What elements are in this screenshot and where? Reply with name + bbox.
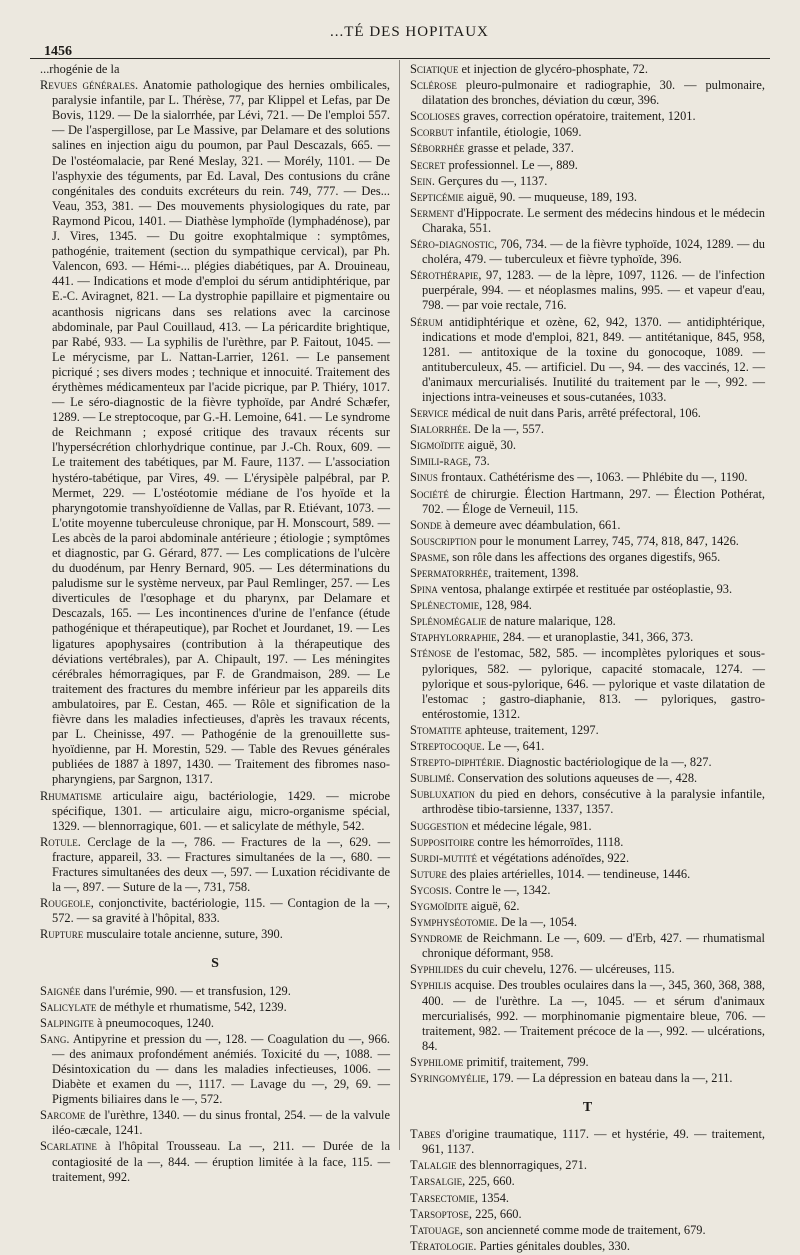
index-entry [410, 1223, 765, 1238]
entry-text: de Reichmann. Le —, 609. — d'Erb, 427. — rhumatismal chronique déformant, 958. [422, 931, 765, 961]
entry-text: professionnel. Le —, 889. [445, 157, 578, 172]
index-entry [40, 1000, 390, 1015]
entry-text: antidiphtérique et ozène, 62, 942, 1370. — antidiphtérique, indications et mode d'emploi, 821, 849. — antitétanique, 845, 958, 1281. — antitoxique de la toxine du gonocoque, 1089. — antituberculeux, 45. — artificiel. Du —, 94. — des vaccinés, 12. — d'animaux mercurialisés. Inutilité du traitement par le —, 992. — injections intra-veineuses et sous-cutanées, 1033. [422, 314, 765, 404]
index-entry [410, 614, 765, 629]
index-entry [410, 62, 765, 77]
index-entry [40, 835, 390, 895]
index-entry [410, 819, 765, 834]
entry-heading: Scarlatine [40, 1139, 97, 1154]
entry-heading: Séborrhée [410, 141, 465, 156]
index-entry [40, 1139, 390, 1184]
entry-heading: Sclérose [410, 78, 457, 93]
entry-text: du pied en dehors, consécutive à la paralysie infantile, arthrodèse tibio-tarsienne, 1337, 1357. [422, 787, 765, 817]
entry-text: des blennorragiques, 271. [456, 1158, 587, 1173]
entry-heading: Sérothérapie, [410, 268, 482, 283]
entry-text: pleuro-pulmonaire et radiographie, 30. — pulmonaire, dilatation des bronches, déviation du cœur, 396. [422, 78, 765, 108]
index-entry [410, 646, 765, 721]
index-entry [410, 1191, 765, 1206]
entry-text: du cuir chevelu, 1276. — ulcéreuses, 115. [463, 962, 675, 977]
index-entry [410, 867, 765, 882]
index-entry [410, 534, 765, 549]
entry-heading: Séro-diagnostic, [410, 237, 498, 252]
entry-text: 179. — La dépression en bateau dans la —, 211. [488, 1071, 733, 1085]
entry-heading: Sycosis. [410, 882, 452, 897]
index-entry [410, 835, 765, 850]
index-entry [410, 406, 765, 421]
entry-heading: Scorbut [410, 125, 454, 140]
index-entry [410, 771, 765, 786]
entry-heading: Salpingite [40, 1015, 94, 1030]
entry-heading: Surdi-mutité [410, 850, 478, 865]
index-entry [40, 62, 390, 77]
index-entry [410, 899, 765, 914]
index-entry [40, 984, 390, 999]
index-entry [410, 851, 765, 866]
entry-heading: Rotule. [40, 834, 81, 849]
entry-text: Conservation des solutions aqueuses de —, 428. [454, 771, 698, 786]
index-entry [410, 268, 765, 313]
index-entry [410, 1127, 765, 1157]
entry-text: aiguë, 30. [464, 438, 517, 453]
entry-heading: Spermatorrhée, [410, 566, 492, 580]
entry-text: aphteuse, traitement, 1297. [461, 722, 599, 737]
entry-heading: Tarsalgie, [410, 1174, 466, 1189]
entry-text: traitement, 1398. [491, 566, 579, 580]
entry-text: de l'urèthre, 1340. — du sinus frontal, 254. — de la valvule iléo-cæcale, 1241. [52, 1108, 390, 1138]
index-entry [40, 1032, 390, 1107]
entry-text: 225, 660. [472, 1206, 522, 1221]
running-title: ...TÉ DES HOPITAUX [330, 24, 489, 40]
entry-text: Anatomie pathologique des hernies ombilicales, paralysie infantile, par L. Thérèse, 77, par Klippel et Lefas, par De Bovis, 1129. — De la sialorrhée, par Lévi, 721. — De l'emploi 557. — De l'aspergillose, par Le Massive, par Delamare et des solutions salines en injection aigu du poumon, par Paul Descazals, 665. — De l'ostéomalacie, par René Meslay, 321. — Morély, 1101. — De l'asphyxie des téguments, par Ed. Laval, Des contusions du crâne congénitales des conduits excréteurs du rein. 749, 777. — Des... Veau, 353, 381. — Des mouvements physiologiques du rate, par Raymond Picou, 1401. — Diathèse lymphoïde (lymphadénose), par J. Vires, 1345. — Du goitre exophtalmique : symptômes, pathogénie, traitement (section du sympathique cervical), par Ph. Valencon, 693. — Hémi-... plégies diabétiques, par A. Drouineau, 441. — Indications et mode d'emploi du sérum antidiphtérique, par E.-C. Aviragnet, 821. — La dystrophie papillaire et pigmentaire ou acanthosis nigricans dans ses relations avec la carcinose abdominale, par Paul Couillaud, 413. — La péricardite brightique, par Rabé, 933. — La syphilis de l'urèthre, par P. Faitout, 1045. — Le mérycisme, par L. Nattan-Larrier, 1261. — Le pansement picriqué ; ses divers modes ; technique et innocuité. Traitement des érythèmes médicamenteux par l'acide picrique, par P. Thiéry, 1017. — Le séro-diagnostic de la fièvre typhoïde, par André Schæfer, 1289. — Le streptocoque, par G.-H. Lemoine, 641. — Le syndrome de Reichmann ; exposé critique des travaux récents sur l'hypersécrétion chlorhydrique continue, par J.-Ch. Roux, 609. — Le traitement des tabétiques, par M. Faure, 1137. — L'association hystéro-tabétique, par Vires, 49. — L'érysipèle palpébral, par P. Mermet, 229. — L'ostéotomie médiane de l'os hyoïde et la pharyngotomie transhyoïdienne de Vallas, par R. Etiévant, 1073. — L'otite moyenne tuberculeuse chronique, par H. Monscourt, 589. — Les abcès de la paroi abdominale antérieure ; étiologie ; symptômes et diagnostic, par G. Gérard, 877. — Les complications de l'ulcère du duodénum, par Henry Bernard, 905. — Les déterminations du paludisme sur le système nerveux, par Paul Remlinger, 257. — Les diverticules de l'œsophage et du pharynx, par Delamare et Descazals, 165. — Les incontinences d'urine de l'enfance (étude pathogénique et thérapeutique), par Rochet et Jourdanet, 19. — Les ligatures apophysaires (contribution à la thérapeutique des déviations vertébrales), par A. Chipault, 197. — Les méningites cérébrales hémorragiques, par F. de Grandmaison, 289. — Le traitement des fractures du membre inférieur par les appareils dits ambulatoires, par E. Cestan, 465. — Rôle et signification de la fièvre dans les maladies infectieuses, d'après les travaux récents, par L. Cheinisse, 497. — Pathogénie de la grenouillette sus-hyoïdienne, par H. Morestin, 529. — Table des Revues générales publiées de 1887 à 1897, 1430. — Traitement des fibromes naso-pharyngiens, par Sargnon, 1317. [52, 78, 390, 787]
entry-heading: Société [410, 486, 449, 501]
entry-text: pour le monument Larrey, 745, 774, 818, 847, 1426. [476, 533, 739, 548]
entry-heading: Streptocoque. [410, 739, 485, 754]
page-number: 1456 [44, 44, 72, 59]
index-entry [410, 1055, 765, 1070]
entry-heading: Tabes [410, 1127, 441, 1142]
entry-heading: Sciatique [410, 62, 459, 76]
entry-text: d'origine traumatique, 1117. — et hystérie, 49. — traitement, 961, 1137. [422, 1127, 765, 1157]
entry-text: à l'hôpital Trousseau. La —, 211. — Durée de la contagiosité de la —, 844. — éruption limitée à la face, 115. — traitement, 992. [52, 1139, 390, 1184]
entry-heading: Simili-rage, [410, 454, 472, 469]
entry-heading: Staphylorraphie, [410, 630, 500, 645]
index-entry [410, 1239, 765, 1254]
entry-text: son rôle dans les affections des organes digestifs, 965. [449, 549, 721, 564]
entry-text: ventosa, phalange extirpée et restituée par ostéoplastie, 93. [437, 582, 733, 597]
entry-text: Diagnostic bactériologique de la —, 827. [504, 755, 712, 770]
entry-heading: Sarcome [40, 1108, 86, 1123]
entry-heading: Tarsoptose, [410, 1206, 473, 1221]
entry-text: à demeure avec déambulation, 661. [441, 517, 621, 532]
index-entry [410, 438, 765, 453]
entry-text: Contre le —, 1342. [452, 882, 551, 897]
index-entry [410, 962, 765, 977]
index-entry [410, 454, 765, 469]
entry-heading: Rupture [40, 927, 84, 942]
entry-heading: Sérum [410, 314, 443, 329]
index-entry [40, 927, 390, 942]
entry-text: dans l'urémie, 990. — et transfusion, 129. [80, 983, 291, 998]
entry-heading: Suture [410, 866, 447, 881]
entry-text: primitif, traitement, 799. [463, 1054, 589, 1069]
entry-text: musculaire totale ancienne, suture, 390. [83, 927, 283, 942]
entry-text: contre les hémorroïdes, 1118. [474, 834, 624, 849]
entry-text: graves, correction opératoire, traitement, 1201. [459, 109, 696, 124]
entry-heading: Talalgie [410, 1158, 457, 1173]
entry-heading: Syphilis [410, 978, 452, 993]
entry-text: ...rhogénie de la [40, 62, 120, 76]
entry-text: Gerçures du —, 1137. [434, 173, 548, 188]
index-entry [410, 1207, 765, 1222]
entry-text: de nature malarique, 128. [486, 614, 616, 629]
index-entry [410, 518, 765, 533]
entry-heading: Sang. [40, 1031, 70, 1046]
index-entry [410, 422, 765, 437]
entry-heading: Souscription [410, 533, 477, 548]
entry-heading: Splénomégalie [410, 614, 487, 629]
entry-text: 97, 1283. — de la lèpre, 1097, 1126. — de l'infection puerpérale, 994. — et néoplasmes malins, 995. — et vapeur d'eau, 798. — par voie rectale, 716. [422, 268, 765, 313]
index-entry [410, 883, 765, 898]
index-entry [410, 190, 765, 205]
entry-text: Le —, 641. [484, 739, 545, 754]
entry-heading: Sigmoïdite [410, 438, 465, 453]
entry-heading: Sialorrhée. [410, 422, 471, 437]
entry-heading: Splénectomie, [410, 598, 483, 613]
entry-text: infantile, étiologie, 1069. [453, 125, 582, 140]
entry-heading: Suggestion [410, 818, 469, 833]
entry-text: de l'estomac, 582, 585. — incomplètes pyloriques et sous-pyloriques, 582. — pylorique, capacité stomacale, 1274. — pylorique et sous-pylorique, 646. — pylorique et vaste dilatation de l'estomac ; gastro-diaphanie, 813. — pyloriques, gastro-entérostomie, 1312. [422, 646, 765, 721]
entry-heading: Rougeole, [40, 896, 94, 911]
index-entry [40, 78, 390, 787]
entry-text: et injection de glycéro-phosphate, 72. [458, 62, 648, 76]
entry-text: de chirurgie. Élection Hartmann, 297. — Élection Pothérat, 702. — Éloge de Verneuil, 115. [422, 486, 765, 516]
index-entry [410, 174, 765, 189]
index-entry [410, 739, 765, 754]
index-entry [410, 109, 765, 124]
section-letter: S [211, 956, 219, 972]
entry-heading: Scolioses [410, 109, 460, 124]
entry-heading: Septicémie [410, 189, 464, 204]
index-entry [410, 315, 765, 406]
index-entry [410, 206, 765, 236]
index-entry [410, 125, 765, 140]
entry-text: médical de nuit dans Paris, arrêté préfectoral, 106. [448, 406, 701, 421]
entry-heading: Sein. [410, 173, 435, 188]
entry-text: grasse et pelade, 337. [464, 141, 574, 156]
index-entry [410, 1158, 765, 1173]
entry-text: articulaire aigu, bactériologie, 1429. — microbe spécifique, 1301. — articulaire aigu, micro-organisme spécial, 1329. — blennorragique, 601. — et salicylate de méthyle, 542. [52, 788, 390, 833]
entry-heading: Syringomyélie, [410, 1071, 489, 1085]
entry-text: 128, 984. [482, 598, 532, 613]
entry-heading: Spina [410, 582, 438, 597]
entry-text: De la —, 557. [470, 422, 544, 437]
index-entry [410, 487, 765, 517]
index-entry [410, 787, 765, 817]
index-entry [40, 1108, 390, 1138]
entry-heading: Symphyséotomie. [410, 915, 498, 930]
entry-heading: Service [410, 406, 449, 421]
entry-text: 1354. [478, 1190, 509, 1205]
entry-text: Parties génitales doubles, 330. [476, 1238, 630, 1253]
entry-heading: Salicylate [40, 999, 97, 1014]
index-entry [410, 470, 765, 485]
index-entry [410, 237, 765, 267]
entry-text: d'Hippocrate. Le serment des médecins hindous et le médecin Charaka, 551. [422, 205, 765, 235]
index-entry [40, 789, 390, 834]
entry-heading: Rhumatisme [40, 788, 102, 803]
index-entry [410, 723, 765, 738]
entry-heading: Sygmoïdite [410, 898, 468, 913]
entry-heading: Spasme, [410, 549, 450, 564]
entry-text: 73. [471, 454, 490, 469]
index-entry [410, 915, 765, 930]
right-column [410, 62, 765, 1255]
entry-text: Cerclage de la —, 786. — Fractures de la —, 629. — fracture, appareil, 33. — Fractures simultanées de la —, 680. — Fractures simultanées des deux —, 597. — Luxation récidivante de la —, 897. — Suture de la —, 731, 758. [52, 834, 390, 895]
entry-text: 706, 734. — de la fièvre typhoïde, 1024, 1289. — du choléra, 479. — tuberculeux et fièvre typhoïde, 396. [422, 237, 765, 267]
entry-heading: Subluxation [410, 787, 475, 802]
index-entry [410, 141, 765, 156]
entry-text: Antipyrine et pression du —, 128. — Coagulation du —, 966. — des animaux profondément anémiés. Toxicité du —, 1088. — Désintoxication du — dans les maladies infectieuses, 1006. — Diabète et examen du —, 1117. — Lavage du —, 29, 69. — Pigments biliaires dans le —, 572. [52, 1031, 390, 1107]
entry-text: aiguë, 62. [467, 898, 520, 913]
entry-heading: Tarsectomie, [410, 1190, 479, 1205]
index-entry [410, 1071, 765, 1086]
index-entry [410, 978, 765, 1053]
entry-heading: Sténose [410, 646, 452, 661]
entry-heading: Syphilome [410, 1054, 464, 1069]
entry-text: frontaux. Cathétérisme des —, 1063. — Phlébite du —, 1190. [437, 470, 748, 485]
entry-text: de méthyle et rhumatisme, 542, 1239. [96, 999, 287, 1014]
entry-text: De la —, 1054. [497, 915, 577, 930]
entry-heading: Tératologie. [410, 1238, 477, 1253]
entry-heading: Strepto-diphtérie. [410, 755, 505, 770]
entry-text: des plaies artérielles, 1014. — tendineuse, 1446. [446, 866, 691, 881]
entry-heading: Secret [410, 157, 446, 172]
column-divider [399, 60, 400, 1150]
index-entry [410, 582, 765, 597]
entry-heading: Saignée [40, 983, 81, 998]
entry-heading: Tatouage, [410, 1222, 463, 1237]
entry-text: et végétations adénoïdes, 922. [477, 850, 630, 865]
entry-heading: Sinus [410, 470, 438, 485]
entry-heading: Revues générales. [40, 78, 139, 93]
entry-text: et médecine légale, 981. [468, 818, 592, 833]
index-entry [410, 755, 765, 770]
index-entry [410, 566, 765, 581]
entry-heading: Sonde [410, 517, 442, 532]
entry-heading: Serment [410, 205, 454, 220]
entry-heading: Sublimé. [410, 771, 455, 786]
entry-text: aiguë, 90. — muqueuse, 189, 193. [463, 189, 637, 204]
page-header [30, 14, 770, 59]
entry-heading: Stomatite [410, 722, 462, 737]
index-entry [410, 598, 765, 613]
section-letter: T [582, 1100, 593, 1116]
index-entry [410, 158, 765, 173]
entry-text: acquise. Des troubles oculaires dans la —, 345, 360, 368, 388, 400. — de l'urèthre. La —, 1045. — et sérum d'animaux mercurialisés, 992. — morphinomanie pigmentaire bleue, 706. — traitement, 982. — Traitement précoce de la —, 992. — ulcérations, 84. [422, 978, 765, 1053]
index-entry [410, 630, 765, 645]
index-entry [40, 1016, 390, 1031]
index-entry [410, 78, 765, 108]
entry-heading: Syndrome [410, 931, 463, 946]
entry-text: son ancienneté comme mode de traitement, 679. [463, 1222, 706, 1237]
index-entry [40, 896, 390, 926]
left-column [40, 62, 390, 1186]
entry-text: 284. — et uranoplastie, 341, 366, 373. [499, 630, 694, 645]
entry-text: à pneumocoques, 1240. [93, 1015, 214, 1030]
entry-text: conjonctivite, bactériologie, 115. — Contagion de la —, 572. — sa gravité à l'hôpital, 833. [52, 896, 390, 926]
index-entry [410, 931, 765, 961]
index-entry [410, 550, 765, 565]
index-entry [410, 1174, 765, 1189]
entry-heading: Suppositoire [410, 834, 475, 849]
entry-heading: Syphilides [410, 962, 464, 977]
entry-text: 225, 660. [465, 1174, 515, 1189]
